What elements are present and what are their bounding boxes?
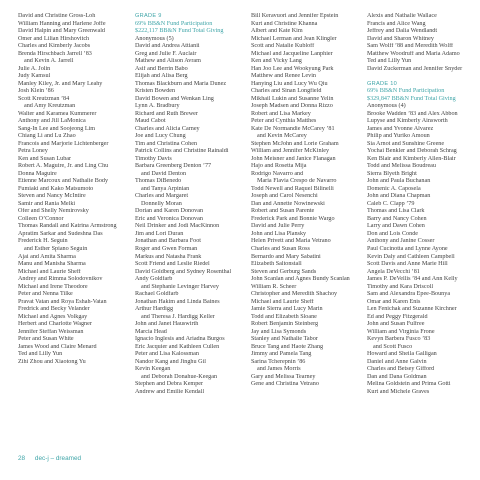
donor-name: Thomas Randall and Katrina Armstrong: [18, 223, 117, 230]
donor-name: Brooke Wadden ’83 and Alex Abbon: [367, 110, 458, 117]
donor-name: Sierra Blyeth Bright: [367, 170, 417, 177]
donor-name: Jeffrey and Dalia Wendlandt: [367, 28, 438, 35]
donor-name: Andrey and Rimma Solodovnikov: [18, 276, 103, 283]
donor-name: Philip and Yuriko Amoun: [367, 133, 430, 140]
donor-name: Scott Friend and Leslie Riedel: [135, 261, 210, 268]
donor-name: Petra Loney: [18, 148, 48, 155]
donor-name: Bruce Tang and Haote Zhang: [251, 343, 324, 350]
donor-name: Peter and Lisa Kalossman: [135, 351, 199, 358]
donor-name: William and Jennifer McKinley: [251, 148, 330, 155]
donor-name: Greg and Julie F. Auclair: [135, 50, 197, 57]
donor-name-continued: and Stephanie Levinger Harvey: [141, 283, 219, 290]
donor-name: Scott Davis and Anne Marie Hill: [367, 261, 448, 268]
donor-name: James and Yvonne Alvarez: [367, 125, 434, 132]
donor-name: Stephen McJohn and Lorie Graham: [251, 140, 339, 147]
donor-name: Kristen Bowden: [135, 88, 176, 95]
donor-name: John Meisner and Janice Flanagan: [251, 155, 336, 162]
donor-name: Timothy Davis: [135, 155, 172, 162]
donor-name: Gary and Melissa Tearney: [251, 373, 316, 380]
donor-name: Marcia Head: [135, 328, 167, 335]
donor-name: David and Sharon Whitney: [367, 35, 434, 42]
donor-name: John Scanlan and Agnes Bundy Scanlan: [251, 276, 350, 283]
donor-name: Hanying Liu and Lucy Wu Qiu: [251, 80, 328, 87]
donor-name-continued: and David Denton: [141, 170, 187, 177]
donor-name: Ted and Lilly Yun: [18, 351, 63, 358]
donor-name: Donna Maguire: [18, 170, 57, 177]
page-footer: [18, 455, 81, 462]
donor-name: Charles and Kimberly Jacobs: [18, 43, 91, 50]
donor-name: David and Christine Gross-Loh: [18, 13, 96, 19]
donor-name: Caleb C. Clapp ’79: [367, 200, 415, 207]
donor-name: Barry and Nancy Cohen: [367, 215, 427, 222]
donor-name: Albert and Kate Kim: [251, 28, 303, 35]
donor-name: Ken and Susan Lubar: [18, 155, 72, 162]
donor-name: David Zuckerman and Jennifer Snyder: [367, 65, 463, 72]
donor-name: Michael and Laurie Sheff: [18, 268, 81, 275]
donor-name: David Halpin and Mary Greenwald: [18, 28, 105, 35]
donor-name: Dorian and Karen Donovan: [135, 208, 204, 215]
donor-name: Francis and Alice Wang: [367, 20, 426, 27]
donor-name: Ed and Peggy Fitzgerald: [367, 313, 428, 320]
donor-name: Todd and Elizabeth Sloane: [251, 313, 317, 320]
donor-column-4: [367, 13, 475, 396]
donor-name: Julie A. Jolin: [18, 65, 51, 72]
donor-name: Sia Arnot and Sunshine Greene: [367, 140, 445, 147]
donor-name: Asif and Berrin Babo: [135, 65, 188, 72]
donor-name: Mikhail Lukin and Susanne Yelin: [251, 95, 334, 102]
donor-name: Han Joo Lee and Wookyung Park: [251, 65, 334, 72]
donor-name: John and Janet Hauswirth: [135, 321, 199, 328]
donor-name: Howard and Sheila Galligan: [367, 351, 437, 358]
donor-name: Richard and Ruth Brewer: [135, 110, 198, 117]
donor-name-continued: and Deborah Donahue-Keegan: [141, 373, 218, 380]
donor-name: Kevyn Barbera Fusco ’83: [367, 336, 431, 343]
donor-name: Kurt and Michele Graves: [367, 388, 430, 395]
donor-name: Larry and Dawn Cohen: [367, 223, 425, 230]
donor-name: Rodrigo Navarro and: [251, 170, 304, 177]
donor-name: Francois and Marjorie Lichtenberger: [18, 140, 109, 147]
donor-name: Jonathan Hakim and Linda Baines: [135, 298, 220, 305]
donor-name: Jennifer Steffan Weissman: [18, 328, 84, 335]
donor-name: Matthew and Renee Levin: [251, 73, 316, 80]
donor-name: Maud Cabot: [135, 118, 166, 125]
fund-summary: $222,117 BB&N Fund Total Giving: [135, 28, 224, 35]
donor-name: John and Lisa Plansky: [251, 230, 307, 237]
donor-name: Ignacio Inglesis and Ariadna Burgos: [135, 336, 225, 343]
donor-name: Ken and Vicky Lang: [251, 58, 302, 65]
donor-name: Ted and Lilly Yun: [367, 58, 412, 65]
donor-name: Apratim Sarkar and Sudeshna Das: [18, 230, 103, 237]
donor-name: Bernardo and Mary Sabatini: [251, 253, 321, 260]
fund-summary: 69% BB&N Fund Participation: [367, 88, 445, 95]
donor-name: Kate De Normandie McCarey ’81: [251, 125, 335, 132]
donor-name: Charles and Betsey Gifford: [367, 366, 435, 373]
donor-name: Bill Keravuori and Jennifer Epstein: [251, 13, 339, 19]
donor-name: Michael and Irene Theodore: [18, 283, 88, 290]
donor-name: John and Diana Chapman: [367, 193, 431, 200]
donor-name: Angela DeVecchi ’81: [367, 268, 420, 275]
donor-name: Yochai Benkler and Deborah Schrag: [367, 148, 457, 155]
donor-name: Omar and Karen Enis: [367, 298, 421, 305]
donor-name: Chiang Li and Lu Zhao: [18, 133, 76, 140]
donor-name: James Wood and Claire Menard: [18, 343, 97, 350]
donor-name: Sam and Alexandra Epee-Bounya: [367, 291, 451, 298]
donor-name: Brenda Hirschbach Jarrell ’83: [18, 50, 92, 57]
donor-name: Andy Goldfarb: [135, 276, 173, 283]
donor-name: Herbert and Charlotte Wagner: [18, 321, 92, 328]
donor-name: James P. DeVellis ’84 and Ann Kelly: [367, 276, 458, 283]
donor-name: Judy Kamsul: [18, 73, 51, 80]
donor-name: Joseph Madsen and Donna Rizzo: [251, 103, 333, 110]
donor-column-2: [135, 13, 243, 396]
donor-name: Joseph and Carol Nesenchi: [251, 193, 318, 200]
donor-name: Sang-In Lee and Soojeong Lim: [18, 125, 96, 132]
donor-name: Robert and Susan Parente: [251, 208, 315, 215]
donor-name: Kurt and Christine Khanna: [251, 20, 318, 27]
donor-column-3: [251, 13, 359, 389]
donor-name: David and Andrea Attianii: [135, 43, 200, 50]
donor-name: Manu and Manisha Sharma: [18, 261, 86, 268]
donor-name: Zihi Zhou and Xiaotong Yu: [18, 358, 86, 365]
donor-name: Scott Kreutzman ’84: [18, 95, 70, 102]
donor-name: Stephen and Debra Kemper: [135, 381, 204, 388]
donor-column-1: [18, 13, 126, 366]
donor-name: Paul Cucinotta and Lynne Ayone: [367, 245, 448, 252]
donor-name: Joe and Lucy Chung: [135, 133, 186, 140]
donor-name: Etienne Marcoux and Nathalie Body: [18, 178, 109, 185]
donor-name: Matthew Woodruff and Maria Adamo: [367, 50, 460, 57]
donor-name: Peter and Nenna Tilke: [18, 291, 73, 298]
donor-name: Domenic A. Caposela: [367, 185, 421, 192]
donor-name: William Hanning and Harlene Joffe: [18, 20, 106, 27]
donor-name: Anonymous (4): [367, 103, 406, 110]
donor-name-continued: and Tanya Arpinian: [141, 185, 190, 192]
donor-name: Steven and Nancy McIntire: [18, 193, 86, 200]
donor-name: Omer and Lilian Hirshovitch: [18, 35, 90, 42]
donor-name-continued: and Theresa J. Hardigg Keller: [141, 313, 215, 320]
donor-name: Colleen O’Connor: [18, 215, 64, 222]
donor-name: Nandor Kang and Jinghu Gil: [135, 358, 206, 365]
donor-name: Fumiaki and Kako Matsumoto: [18, 185, 94, 192]
donor-name: Dan and Annette Nowinewski: [251, 200, 325, 207]
donor-name: Steven and Gerburg Sands: [251, 268, 317, 275]
donor-name: Gene and Christina Vetrano: [251, 381, 319, 388]
donor-name: David Goldberg and Sydney Rosenthal: [135, 268, 232, 275]
donor-name: David Bowen and Wenkan Ling: [135, 95, 214, 102]
donor-name: Andrew and Emilie Kendall: [135, 388, 205, 395]
donor-name: Len Fenichak and Suzanne Kirchner: [367, 306, 457, 313]
donor-name: Sarina Tcherepnin ’86: [251, 358, 306, 365]
donor-name: Eric and Veronica Donovan: [135, 215, 203, 222]
donor-name: Anonymous (5): [135, 35, 174, 42]
donor-name: Neil Drinker and Jodi MacKinnon: [135, 223, 220, 230]
donor-name: Roger and Gwen Forman: [135, 245, 198, 252]
donor-name-continued: and Kevin A. Jarrell: [24, 58, 74, 65]
donor-name: Thomas Blackburn and Maria Dunez: [135, 80, 227, 87]
donor-name-continued: Maria Flavia Crespo de Navarro: [257, 178, 337, 185]
donor-name: David and Julie Perry: [251, 223, 305, 230]
donor-name: Ken Blair and Kimberly Allen-Blair: [367, 155, 456, 162]
donor-name: Michael and Agnes Volkgay: [18, 313, 88, 320]
donor-name: Anthony and Janine Cosser: [367, 238, 435, 245]
grade-heading: GRADE 9: [135, 13, 162, 19]
spacer: [367, 73, 475, 81]
donor-name: John and Susan Fulfree: [367, 321, 425, 328]
fund-summary: $329,847 BB&N Fund Total Giving: [367, 95, 456, 102]
donor-name: Jim and Lori Duran: [135, 230, 184, 237]
donor-name: Peter and Cynthia Matthes: [251, 118, 317, 125]
donor-name: Scott and Natalie Kubloff: [251, 43, 315, 50]
donor-name: Michael and Laurie Sheff: [251, 298, 314, 305]
donor-name-continued: and Esther Spiano Seguin: [24, 245, 88, 252]
donor-name: John and Paula Buchanan: [367, 178, 431, 185]
donor-name: Thomas and Lisa Clark: [367, 208, 425, 215]
donor-name: Lynn A. Bradbury: [135, 103, 180, 110]
donor-name: Robert and Lisa Markey: [251, 110, 311, 117]
donor-name: Alexis and Nathalie Wallace: [367, 13, 437, 19]
donor-name: Barbara Greenberg Denton ’77: [135, 163, 212, 170]
donor-name-continued: and James Morris: [257, 366, 301, 373]
donor-name: Jay and Lisa Symonds: [251, 328, 307, 335]
donor-name: Hajo and Rosetta Mija: [251, 163, 307, 170]
donor-name: Kevin Keegan: [135, 366, 171, 373]
donor-name: Frederick H. Seguin: [18, 238, 68, 245]
donor-name: Charles and Sinan Longfield: [251, 88, 322, 95]
donor-name: Frederick Park and Bonnie Wargo: [251, 215, 335, 222]
fund-summary: 69% BB&N Fund Participation: [135, 20, 213, 27]
donor-name: Arthur Hardigg: [135, 306, 174, 313]
donor-name: Fredrick and Becky Velander: [18, 306, 90, 313]
donor-name: Elijah and Alisa Berg: [135, 73, 188, 80]
donor-name-continued: and Scott Fusco: [373, 343, 413, 350]
donor-name: Josh Klein ’86: [18, 88, 54, 95]
donor-name: Charles and Susan Ross: [251, 245, 310, 252]
donor-name: Samir and Rania Melki: [18, 200, 76, 207]
donor-name: Melina Goldstein and Prima Gotti: [367, 381, 451, 388]
donor-name: Todd Newell and Raquel Bilinelli: [251, 185, 334, 192]
donor-name: Jimmy and Pamela Tang: [251, 351, 312, 358]
donor-name-continued: and Kevin McCarey: [257, 133, 307, 140]
donor-name: Pravat Vatan and Roya Eshah-Vatan: [18, 298, 107, 305]
donor-name: Ofer and Shelly Nemirovsky: [18, 208, 89, 215]
donor-name: Manley Kiley, Jr. and Mary Leahy: [18, 80, 103, 87]
donor-name: Thomas DiBenedo: [135, 178, 182, 185]
donor-name: William R. Scheer: [251, 283, 297, 290]
donor-name: Eric Jacquier and Kathleen Cullen: [135, 343, 220, 350]
publication-title: dec-j – dreamed: [34, 455, 82, 462]
donor-name: Stanley and Nathalie Tabor: [251, 336, 318, 343]
donor-name: Ajai and Amita Sharma: [18, 253, 76, 260]
donor-name: Christopher and Meredith Shachoy: [251, 291, 338, 298]
donor-name: William and Virginia Frone: [367, 328, 435, 335]
donor-name: Lupyse and Kimberly Ainsworth: [367, 118, 448, 125]
donor-name: Sam Wolff ’88 and Meredith Wolff: [367, 43, 454, 50]
donor-name: Tim and Christina Cohen: [135, 140, 198, 147]
donor-name: Rachael Goldfarb: [135, 291, 179, 298]
donor-name: Michael and Jacqueline Lanphier: [251, 50, 333, 57]
donor-name: Peter and Susan White: [18, 336, 74, 343]
donor-name: Patrick Collins and Christine Rainaldi: [135, 148, 229, 155]
donor-name: Elizabeth Saltonstall: [251, 261, 302, 268]
donor-name: Markus and Natasha Frank: [135, 253, 202, 260]
donor-name: Timothy and Kara Driscoll: [367, 283, 434, 290]
donor-name: Robert A. Maguire, Jr. and Ling Chu: [18, 163, 109, 170]
donor-name: Jonathan and Barbara Foot: [135, 238, 201, 245]
donor-name: Anthony and Jill LaMonica: [18, 118, 86, 125]
donor-name: Charles and Margaret: [135, 193, 189, 200]
donor-name: Robert Benjamin Steinberg: [251, 321, 319, 328]
grade-heading: GRADE 10: [367, 80, 398, 87]
donor-name-continued: Donnelly Moran: [141, 200, 182, 207]
donor-name: Jamie Sierra and Lucy Marin: [251, 306, 323, 313]
donor-name: Todd and Melissa Boudreau: [367, 163, 436, 170]
donor-name: Don and Lois Conde: [367, 230, 418, 237]
donor-name: Walter and Karamea Kummerer: [18, 110, 97, 117]
donor-name: Mathew and Alison Avram: [135, 58, 201, 65]
donor-name: Daniel and Anne Galvin: [367, 358, 427, 365]
page-number: 28: [18, 455, 26, 462]
donor-name: Kevin Daly and Cathleen Campbell: [367, 253, 455, 260]
donor-name-continued: and Amy Kreutzman: [24, 103, 76, 110]
donor-name: Dan and Dana Goldman: [367, 373, 427, 380]
donor-name: Helen Privett and Maria Vetrano: [251, 238, 331, 245]
donor-name: Charles and Alicia Carney: [135, 125, 200, 132]
donor-name: Michael Lerman and Jean Klingler: [251, 35, 337, 42]
